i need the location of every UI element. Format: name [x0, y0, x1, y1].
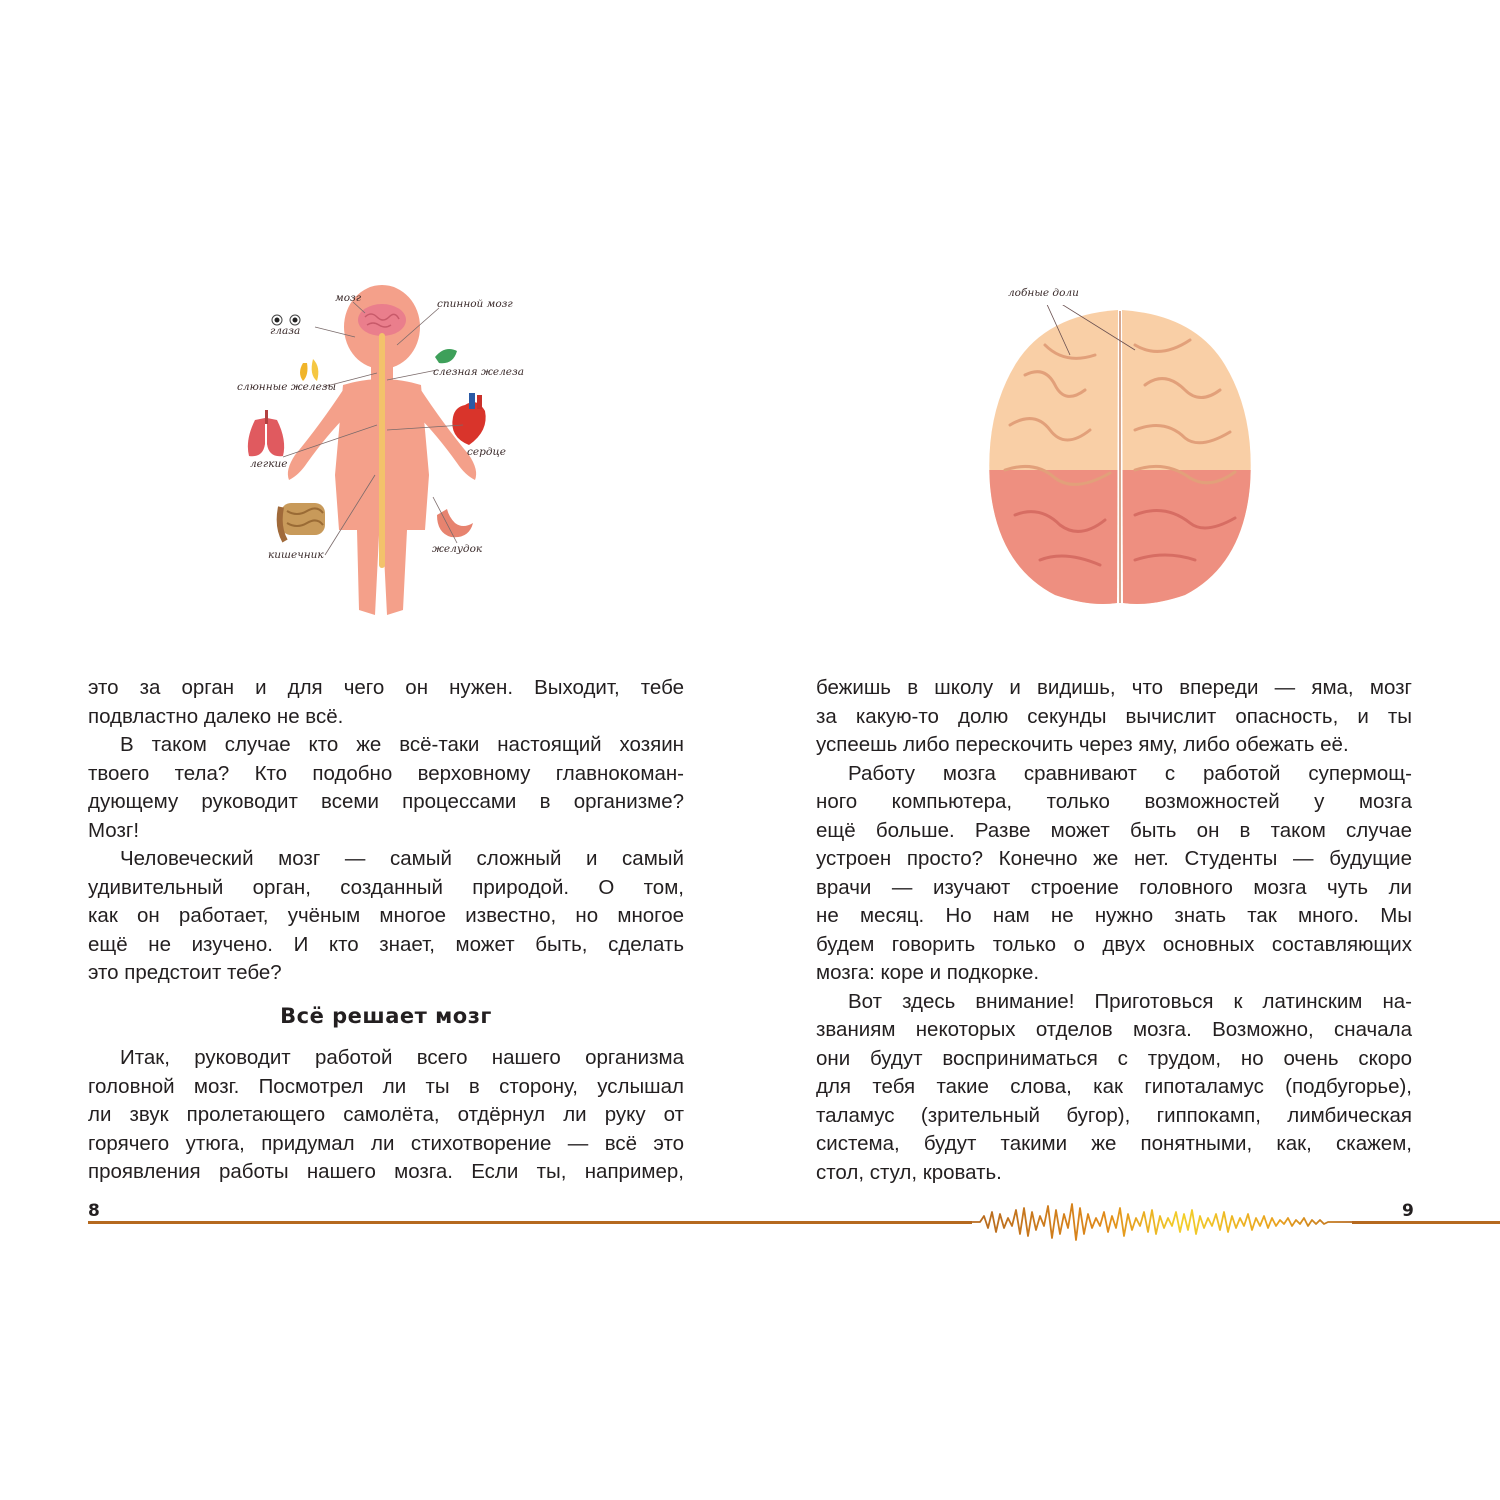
right-paragraph-3 — [816, 988, 1412, 1188]
text-line: для тебя такие слова, как гипоталамус (подбугорье), — [816, 1075, 1412, 1098]
salivary-glands-organ — [300, 359, 318, 381]
text-line: подвластно далеко не всё. — [88, 704, 344, 728]
left-paragraph-1 — [88, 674, 684, 731]
left-page-text — [88, 674, 684, 1187]
brain-top-illustration — [985, 305, 1255, 610]
text-line: Мозг! — [88, 818, 140, 842]
text-line: мозга: коре и подкорке. — [816, 961, 1040, 984]
left-paragraph-3 — [88, 845, 684, 988]
footer-brainwave-ornament — [970, 1198, 1354, 1242]
footer-rule-right-short — [750, 1221, 972, 1224]
heart-organ — [452, 393, 485, 445]
footer-rule-left — [88, 1221, 750, 1224]
text-line: проявления работы нашего мозга. Если ты, например, — [88, 1160, 684, 1183]
text-line: как он работает, учёным многое известно, но многое — [88, 904, 684, 927]
label-salivary-glands: слюнные железы — [237, 381, 337, 393]
right-paragraph-1 — [816, 674, 1412, 760]
text-line: они будут восприниматься с трудом, но очень скоро — [816, 1046, 1412, 1070]
text-line: званиям некоторых отделов мозга. Возможно, сначала — [816, 1018, 1412, 1041]
text-line: Человеческий мозг — самый сложный и самый — [120, 847, 684, 870]
intestine-organ — [280, 503, 325, 541]
text-line: удивительный орган, созданный природой. О том, — [88, 875, 684, 899]
text-line: за какую-то долю секунды вычислит опасность, и ты — [816, 704, 1412, 728]
label-frontal-lobes: лобные доли — [1008, 287, 1079, 299]
text-line: дующему руководит всеми процессами в организме? — [88, 790, 684, 813]
text-line: твоего тела? Кто подобно верховному главнокоман- — [88, 761, 684, 785]
text-line: успеешь либо перескочить через яму, либо обежать её. — [816, 733, 1349, 756]
label-eyes: глаза — [270, 325, 301, 337]
label-spinal-cord: спинной мозг — [437, 298, 513, 310]
text-line: ного компьютера, только возможностей у мозга — [816, 790, 1412, 813]
text-line: не месяц. Но нам не нужно знать так много. Мы — [816, 904, 1412, 927]
text-line: ещё больше. Разве может быть он в таком случае — [816, 818, 1412, 842]
text-line: ли звук пролетающего самолёта, отдёрнул ли руку от — [88, 1103, 684, 1126]
stomach-organ — [437, 509, 473, 537]
right-hemisphere — [1122, 310, 1251, 604]
label-lungs: легкие — [250, 458, 288, 470]
right-paragraph-2 — [816, 760, 1412, 988]
text-line: стол, стул, кровать. — [816, 1160, 1002, 1184]
text-line: В таком случае кто же всё-таки настоящий хозяин — [120, 733, 684, 756]
text-line: головной мозг. Посмотрел ли ты в сторону, услышал — [88, 1074, 684, 1098]
text-line: ещё не изучено. И кто знает, может быть, сделать — [88, 932, 684, 956]
text-line: бежишь в школу и видишь, что впереди — яма, мозг — [816, 676, 1412, 699]
page-number-right: 9 — [1402, 1201, 1414, 1221]
text-line: будем говорить только о двух основных составляющих — [816, 932, 1412, 956]
section-heading: Всё решает мозг — [280, 1003, 492, 1028]
left-paragraph-4 — [88, 1044, 684, 1187]
right-page-text — [816, 674, 1412, 1187]
text-line: это за орган и для чего он нужен. Выходит, тебе — [88, 676, 684, 699]
label-tear-gland: слезная железа — [433, 366, 525, 378]
left-hemisphere — [989, 310, 1118, 604]
label-stomach: желудок — [432, 543, 483, 555]
label-heart: сердце — [467, 446, 507, 458]
text-line: Работу мозга сравнивают с работой супермощ- — [848, 761, 1412, 785]
spinal-cord — [379, 333, 385, 568]
label-brain: мозг — [335, 292, 362, 304]
text-line: система, будут такими же понятными, как, скажем, — [816, 1132, 1412, 1155]
tear-gland-organ — [435, 349, 457, 363]
brain-organ — [358, 304, 406, 336]
footer-rule-right-end — [1352, 1221, 1500, 1224]
lungs-organ — [248, 410, 284, 456]
label-intestine: кишечник — [268, 549, 324, 561]
text-line: Итак, руководит работой всего нашего организма — [120, 1046, 684, 1069]
text-line: устроен просто? Конечно же нет. Студенты — будущие — [816, 847, 1412, 870]
page-number-left: 8 — [88, 1201, 100, 1221]
text-line: Вот здесь внимание! Приготовься к латинским на- — [848, 989, 1412, 1013]
text-line: горячего утюга, придумал ли стихотворение — всё это — [88, 1131, 684, 1155]
eyes-organ — [272, 315, 300, 325]
text-line: врачи — изучают строение головного мозга чуть ли — [816, 875, 1412, 899]
text-line: это предстоит тебе? — [88, 961, 282, 984]
text-line: таламус (зрительный бугор), гиппокамп, лимбическая — [816, 1103, 1412, 1127]
left-paragraph-2 — [88, 731, 684, 845]
